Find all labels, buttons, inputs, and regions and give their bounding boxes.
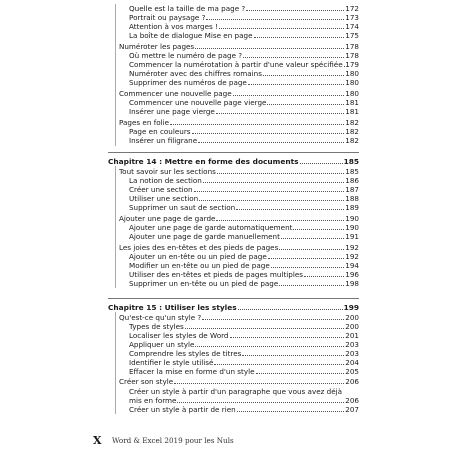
page-number: 204 [345, 358, 359, 367]
indent-guide [115, 4, 116, 146]
page-number: 206 [345, 396, 359, 405]
subsection-entry [129, 261, 359, 270]
entry-title: Utiliser une section [129, 194, 199, 203]
chapter-divider [108, 152, 359, 153]
dot-leader [192, 133, 345, 134]
dot-leader [174, 383, 344, 384]
section-entry [119, 377, 359, 386]
page-number: 178 [345, 42, 359, 51]
subsection-entry [129, 98, 359, 107]
entry-title: Supprimer un saut de section [129, 203, 236, 212]
entry-title: Créer son style [119, 377, 174, 386]
subsection-entry [129, 78, 359, 87]
page-number: 185 [343, 157, 359, 166]
page-number: 185 [345, 167, 359, 176]
subsection-entry [129, 185, 359, 194]
page-number: 206 [345, 377, 359, 386]
page-number: 182 [345, 118, 359, 127]
section-entry [119, 42, 359, 51]
entry-title: Commencer une nouvelle page [119, 89, 232, 98]
dot-leader [304, 276, 344, 277]
chapter-divider [108, 298, 359, 299]
page-number: 194 [345, 261, 359, 270]
dot-leader [185, 328, 344, 329]
section-entry [119, 89, 359, 98]
entry-title: Portrait ou paysage ? [129, 13, 206, 22]
dot-leader [194, 191, 345, 192]
entry-title: Ajouter une page de garde [119, 214, 216, 223]
entry-title: Localiser les styles de Word [129, 331, 229, 340]
entry-title: Types de styles [129, 322, 184, 331]
entry-title: Chapitre 15 : Utiliser les styles [108, 303, 237, 312]
subsection-entry [129, 232, 359, 241]
dot-leader [300, 163, 343, 164]
entry-title: Quelle est la taille de ma page ? [129, 4, 246, 13]
subsection-entry [129, 60, 359, 69]
dot-leader [237, 411, 345, 412]
entry-title: Insérer un filigrane [129, 136, 198, 145]
entry-title: Pages en folie [119, 118, 170, 127]
entry-title: Utiliser des en-têtes et pieds de pages multiples [129, 270, 304, 279]
section-entry [119, 118, 359, 127]
entry-title: Qu'est-ce qu'un style ? [119, 313, 202, 322]
dot-leader [233, 95, 345, 96]
entry-title: Ajouter une page de garde manuellement [129, 232, 280, 241]
page-number: 181 [345, 98, 359, 107]
entry-title: Commencer une nouvelle page vierge [129, 98, 267, 107]
entry-title: Page en couleurs [129, 127, 191, 136]
entry-title: Où mettre le numéro de page ? [129, 51, 243, 60]
indent-guide [115, 312, 116, 414]
page-number: 196 [345, 270, 359, 279]
subsection-entry [129, 69, 359, 78]
page-number: 181 [345, 107, 359, 116]
page-number: 180 [345, 78, 359, 87]
subsection-entry [129, 358, 359, 367]
dot-leader [246, 10, 344, 11]
subsection-entry [129, 367, 359, 376]
page-number: 192 [345, 252, 359, 261]
dot-leader [216, 113, 344, 114]
dot-leader [267, 104, 344, 105]
dot-leader [170, 124, 344, 125]
subsection-entry [129, 107, 359, 116]
dot-leader [268, 258, 345, 259]
subsection-entry [129, 194, 359, 203]
entry-title: Ajouter une page de garde automatiquement [129, 223, 293, 232]
entry-title: Effacer la mise en forme d'un style [129, 367, 255, 376]
entry-title: Attention à vos marges ! [129, 22, 218, 31]
dot-leader [236, 209, 344, 210]
page-number: 203 [345, 349, 359, 358]
dot-leader [238, 309, 343, 310]
dot-leader [198, 142, 344, 143]
subsection-entry [129, 396, 359, 405]
section-entry [119, 167, 359, 176]
dot-leader [202, 319, 344, 320]
subsection-entry [129, 322, 359, 331]
subsection-entry [129, 176, 359, 185]
dot-leader [271, 267, 345, 268]
entry-title: Identifier le style utilisé [129, 358, 214, 367]
dot-leader [281, 238, 344, 239]
page-number: 198 [345, 279, 359, 288]
page-number: 189 [345, 203, 359, 212]
page-number: 200 [345, 313, 359, 322]
dot-leader [243, 57, 344, 58]
page-number: 182 [345, 127, 359, 136]
dot-leader [256, 373, 345, 374]
entry-title: Modifier un en-tête ou un pied de page [129, 261, 270, 270]
dot-leader [219, 28, 344, 29]
page-number: 172 [345, 4, 359, 13]
book-title: Word & Excel 2019 pour les Nuls [112, 436, 234, 445]
entry-title: Supprimer un en-tête ou un pied de page [129, 279, 279, 288]
chapter-entry [108, 303, 359, 312]
subsection-entry [129, 51, 359, 60]
entry-title: Créer un style à partir d'un paragraphe que vous avez déjà [129, 387, 343, 396]
entry-title: Appliquer un style [129, 340, 195, 349]
dot-leader [177, 402, 344, 403]
subsection-entry [129, 340, 359, 349]
page-number: 192 [345, 243, 359, 252]
dot-leader [279, 249, 344, 250]
page-number: 201 [345, 331, 359, 340]
dot-leader [195, 48, 344, 49]
dot-leader [217, 173, 344, 174]
subsection-entry [129, 270, 359, 279]
page-number: 180 [345, 69, 359, 78]
dot-leader [230, 337, 345, 338]
section-entry [119, 214, 359, 223]
subsection-entry [129, 203, 359, 212]
page-number: 207 [345, 405, 359, 414]
page-number: 180 [345, 89, 359, 98]
entry-title: Ajouter un en-tête ou un pied de page [129, 252, 267, 261]
dot-leader [248, 84, 344, 85]
page-number: 203 [345, 340, 359, 349]
subsection-entry [129, 13, 359, 22]
dot-leader [344, 66, 345, 67]
page-number: 182 [345, 136, 359, 145]
page-number: 188 [345, 194, 359, 203]
page-numeral: X [93, 434, 102, 447]
subsection-entry [129, 331, 359, 340]
subsection-entry [129, 349, 359, 358]
page-number: 191 [345, 232, 359, 241]
subsection-entry [129, 223, 359, 232]
page-number: 178 [345, 51, 359, 60]
page-number: 199 [343, 303, 359, 312]
subsection-entry [129, 387, 359, 396]
dot-leader [203, 182, 344, 183]
dot-leader [199, 200, 344, 201]
entry-title: Chapitre 14 : Mettre en forme des documents [108, 157, 299, 166]
entry-title: Insérer une page vierge [129, 107, 215, 116]
dot-leader [279, 285, 344, 286]
entry-title: Commencer la numérotation à partir d'une valeur spécifiée [129, 60, 343, 69]
subsection-entry [129, 4, 359, 13]
indent-guide [115, 166, 116, 288]
entry-title: Comprendre les styles de titres [129, 349, 242, 358]
subsection-entry [129, 31, 359, 40]
page-number: 200 [345, 322, 359, 331]
entry-title: Les joies des en-têtes et des pieds de pages [119, 243, 279, 252]
dot-leader [242, 355, 344, 356]
subsection-entry [129, 136, 359, 145]
entry-title: La boîte de dialogue Mise en page [129, 31, 253, 40]
dot-leader [216, 220, 344, 221]
page-number: 205 [345, 367, 359, 376]
section-entry [119, 243, 359, 252]
section-entry [119, 313, 359, 322]
entry-title: Numéroter les pages [119, 42, 195, 51]
dot-leader [195, 346, 344, 347]
page-number: 186 [345, 176, 359, 185]
entry-title: Supprimer des numéros de page [129, 78, 247, 87]
page-number: 175 [345, 31, 359, 40]
entry-title: Numéroter avec des chiffres romains [129, 69, 262, 78]
entry-title: mis en forme [129, 396, 177, 405]
subsection-entry [129, 252, 359, 261]
page-number: 187 [345, 185, 359, 194]
dot-leader [254, 37, 345, 38]
dot-leader [206, 19, 344, 20]
dot-leader [214, 364, 344, 365]
entry-title: La notion de section [129, 176, 202, 185]
entry-title: Tout savoir sur les sections [119, 167, 216, 176]
page-number: 174 [345, 22, 359, 31]
page-number: 179 [345, 60, 359, 69]
dot-leader [293, 229, 344, 230]
page-number: 173 [345, 13, 359, 22]
dot-leader [263, 75, 344, 76]
subsection-entry [129, 127, 359, 136]
chapter-entry [108, 157, 359, 166]
entry-title: Créer un style à partir de rien [129, 405, 236, 414]
page-number: 190 [345, 223, 359, 232]
subsection-entry [129, 279, 359, 288]
subsection-entry [129, 22, 359, 31]
entry-title: Créer une section [129, 185, 193, 194]
page-number: 190 [345, 214, 359, 223]
subsection-entry [129, 405, 359, 414]
